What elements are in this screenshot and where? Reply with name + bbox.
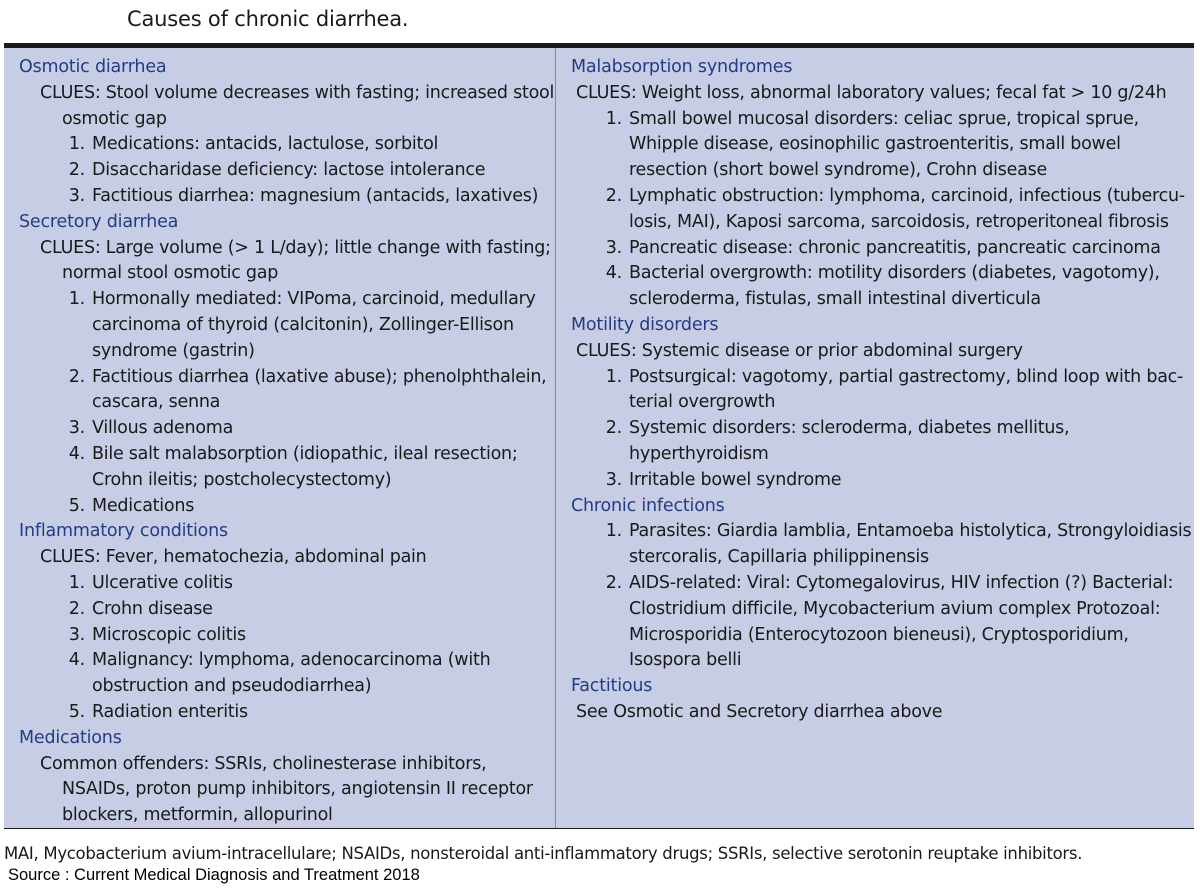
section-title: Osmotic diarrhea xyxy=(19,57,167,77)
section-clues: CLUES: Weight loss, abnormal laboratory values; fecal fat > 10 g/24h xyxy=(576,82,1167,103)
item-text: Small bowel mucosal disorders: celiac sprue, tropical sprue, Whipple disease, eosinophilic gastroenteritis, small bowel resection (short bowel syndrome), Crohn disease xyxy=(629,108,1139,181)
section-title: Secretory diarrhea xyxy=(19,211,179,232)
item-text: Ulcerative colitis xyxy=(92,572,233,593)
item-number: 1. xyxy=(605,108,622,129)
item-text: Factitious diarrhea: magnesium (antacids, laxatives) xyxy=(92,185,539,206)
item-number: 1. xyxy=(605,366,622,387)
item-number: 3. xyxy=(605,469,622,490)
item-text: Villous adenoma xyxy=(92,418,234,439)
item-text: Medications xyxy=(92,495,195,516)
list-item xyxy=(4,597,555,623)
left-column xyxy=(4,48,555,828)
item-text: Parasites: Giardia lamblia, Entamoeba histolytica, Strongyloidiasis stercoralis, Capillaria philippinensis xyxy=(629,521,1192,568)
item-text: Bacterial overgrowth: motility disorders (diabetes, vagotomy), scleroderma, fistulas, small intestinal diverticula xyxy=(629,263,1160,310)
section-chronic-infections xyxy=(556,494,1194,675)
list-item xyxy=(556,519,1194,571)
item-number: 2. xyxy=(605,185,622,206)
item-number: 3. xyxy=(68,185,85,206)
item-number: 3. xyxy=(605,237,622,258)
list-item xyxy=(4,287,555,364)
section-title: Factitious xyxy=(571,676,653,697)
section-clues: Common offenders: SSRIs, cholinesterase inhibitors, NSAIDs, proton pump inhibitors, angiotensin II receptor blockers, metformin, allopurinol xyxy=(40,753,533,826)
list-item xyxy=(4,158,555,184)
list-item xyxy=(556,184,1194,236)
list-item xyxy=(556,236,1194,262)
section-title: Medications xyxy=(19,727,122,748)
section-osmotic-diarrhea xyxy=(4,55,555,210)
item-number: 5. xyxy=(68,495,85,516)
item-number: 4. xyxy=(605,263,622,284)
section-malabsorption-syndromes xyxy=(556,55,1194,313)
item-text: Irritable bowel syndrome xyxy=(629,469,842,490)
section-clues: See Osmotic and Secretory diarrhea above xyxy=(576,701,943,722)
item-text: Disaccharidase deficiency: lactose intolerance xyxy=(92,160,486,181)
list-item xyxy=(556,416,1194,468)
list-item xyxy=(4,494,555,520)
item-number: 4. xyxy=(68,650,85,671)
table-caption: Causes of chronic diarrhea. xyxy=(127,7,409,31)
item-text: Hormonally mediated: VIPoma, carcinoid, medullary carcinoma of thyroid (calcitonin), Zollinger-Ellison syndrome (gastrin) xyxy=(92,289,536,361)
item-text: Medications: antacids, lactulose, sorbitol xyxy=(92,134,439,155)
item-number: 5. xyxy=(68,701,85,722)
list-item xyxy=(556,261,1194,313)
section-title: Motility disorders xyxy=(571,314,719,335)
section-title: Malabsorption syndromes xyxy=(571,57,793,77)
list-item xyxy=(556,468,1194,494)
section-clues: CLUES: Stool volume decreases with fasting; increased stool osmotic gap xyxy=(40,82,555,129)
section-clues: CLUES: Systemic disease or prior abdominal surgery xyxy=(576,340,1023,361)
item-text: Lymphatic obstruction: lymphoma, carcinoid, infectious (tubercu-losis, MAI), Kaposi sarcoma, sarcoidosis, retroperitoneal fibrosis xyxy=(629,185,1185,232)
item-number: 3. xyxy=(68,624,85,645)
section-clues: CLUES: Large volume (> 1 L/day); little change with fasting; normal stool osmotic gap xyxy=(40,237,551,284)
item-number: 1. xyxy=(605,521,622,542)
list-item xyxy=(4,184,555,210)
item-text: Crohn disease xyxy=(92,598,213,619)
item-text: Bile salt malabsorption (idiopathic, ileal resection; Crohn ileitis; postcholecystectomy) xyxy=(92,443,518,490)
item-number: 2. xyxy=(68,366,85,387)
list-item xyxy=(4,648,555,700)
right-column xyxy=(556,48,1194,828)
table-footnote: MAI, Mycobacterium avium-intracellulare; NSAIDs, nonsteroidal anti-inflammatory drugs; SSRIs, selective serotonin reuptake inhibitors. xyxy=(4,844,1083,863)
item-number: 2. xyxy=(68,160,85,181)
item-number: 1. xyxy=(68,289,85,310)
item-text: AIDS-related: Viral: Cytomegalovirus, HIV infection (?) Bacterial: Clostridium difficile, Mycobacterium avium complex Protozoal: Microsporidia (Enterocytozoon bieneusi), Cryptosporidium, Isospora belli xyxy=(629,572,1174,671)
section-title: Chronic infections xyxy=(571,495,725,516)
item-number: 2. xyxy=(68,598,85,619)
list-item xyxy=(4,700,555,726)
section-medications xyxy=(4,726,555,829)
section-factitious xyxy=(556,674,1194,726)
section-title: Inflammatory conditions xyxy=(19,521,228,542)
item-number: 2. xyxy=(605,418,622,439)
item-text: Systemic disorders: scleroderma, diabetes mellitus, hyperthyroidism xyxy=(629,418,1070,464)
section-clues: CLUES: Fever, hematochezia, abdominal pain xyxy=(40,547,427,568)
list-item xyxy=(4,442,555,494)
section-motility-disorders xyxy=(556,313,1194,494)
section-secretory-diarrhea xyxy=(4,210,555,520)
item-text: Malignancy: lymphoma, adenocarcinoma (with obstruction and pseudodiarrhea) xyxy=(92,650,491,697)
item-number: 4. xyxy=(68,443,85,464)
item-number: 1. xyxy=(68,134,85,155)
item-text: Postsurgical: vagotomy, partial gastrectomy, blind loop with bac-terial overgrowth xyxy=(629,366,1184,413)
list-item xyxy=(4,365,555,417)
item-number: 2. xyxy=(605,572,622,593)
item-text: Radiation enteritis xyxy=(92,701,248,722)
list-item xyxy=(556,571,1194,674)
list-item xyxy=(4,571,555,597)
list-item xyxy=(4,132,555,158)
section-inflammatory-conditions xyxy=(4,519,555,725)
list-item xyxy=(556,365,1194,417)
list-item xyxy=(4,623,555,649)
list-item xyxy=(556,107,1194,184)
item-text: Microscopic colitis xyxy=(92,624,246,645)
item-number: 3. xyxy=(68,418,85,439)
list-item xyxy=(4,416,555,442)
causes-table xyxy=(4,43,1194,829)
item-text: Pancreatic disease: chronic pancreatitis, pancreatic carcinoma xyxy=(629,237,1161,258)
item-number: 1. xyxy=(68,572,85,593)
item-text: Factitious diarrhea (laxative abuse); phenolphthalein, cascara, senna xyxy=(92,366,547,413)
source-citation: Source : Current Medical Diagnosis and Treatment 2018 xyxy=(8,866,420,884)
